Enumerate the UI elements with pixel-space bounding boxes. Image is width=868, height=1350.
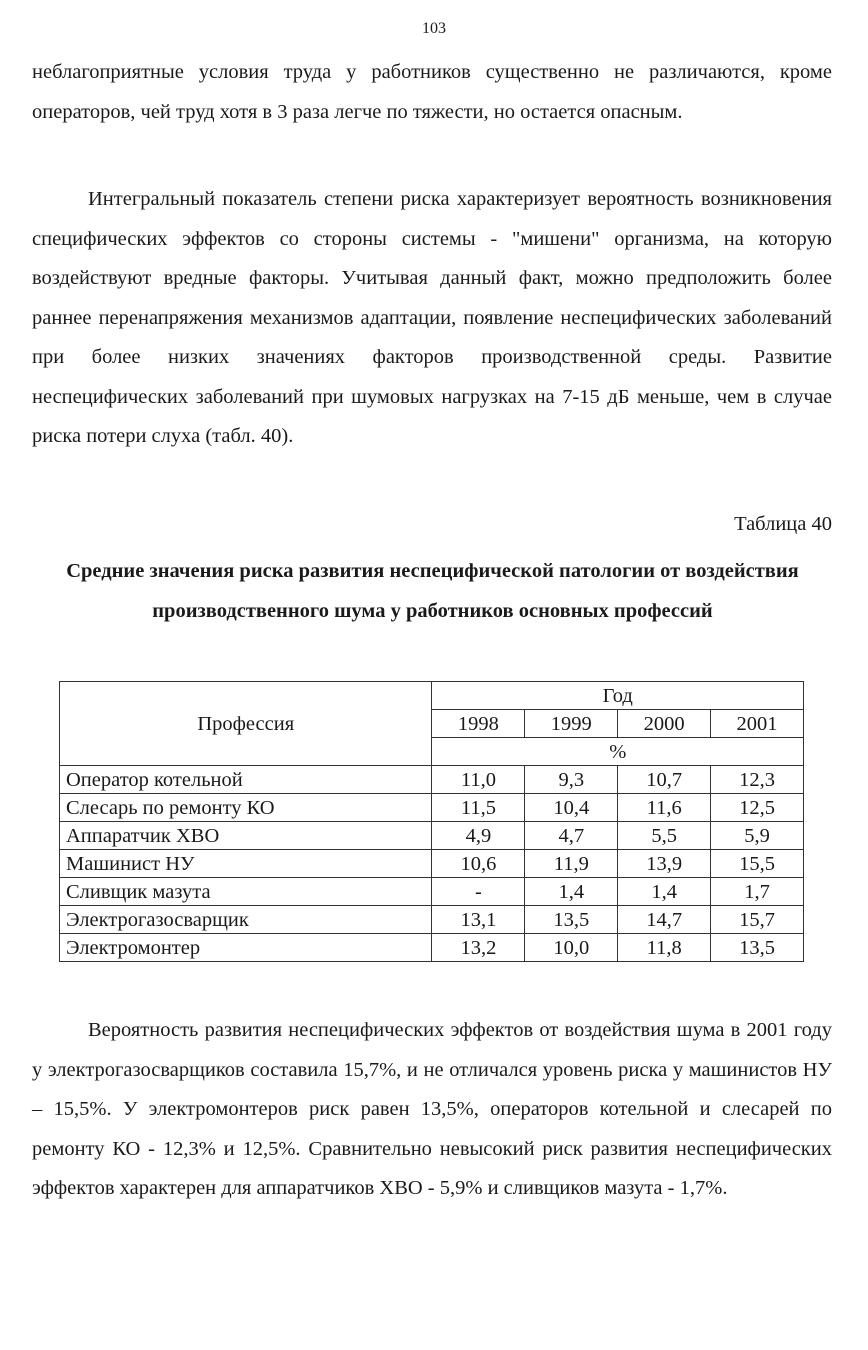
- profession-cell: Слесарь по ремонту КО: [60, 794, 432, 822]
- table-title: Средние значения риска развития неспецифической патологии от воздействия производственного шума у работников основных профессий: [66, 560, 799, 622]
- header-profession: Профессия: [60, 682, 432, 766]
- value-cell: 9,3: [525, 766, 618, 794]
- table-row: [60, 766, 804, 794]
- value-cell: 10,4: [525, 794, 618, 822]
- year-cell: 1998: [432, 710, 525, 738]
- profession-cell: Машинист НУ: [60, 850, 432, 878]
- year-cell: 2000: [618, 710, 711, 738]
- value-cell: 12,5: [711, 794, 804, 822]
- profession-cell: Электромонтер: [60, 934, 432, 962]
- value-cell: 14,7: [618, 906, 711, 934]
- year-cell: 2001: [711, 710, 804, 738]
- table-row: [60, 906, 804, 934]
- value-cell: 11,5: [432, 794, 525, 822]
- value-cell: 11,9: [525, 850, 618, 878]
- value-cell: 13,9: [618, 850, 711, 878]
- year-cell: 1999: [525, 710, 618, 738]
- value-cell: -: [432, 878, 525, 906]
- value-cell: 12,3: [711, 766, 804, 794]
- value-cell: 4,7: [525, 822, 618, 850]
- profession-cell: Электрогазосварщик: [60, 906, 432, 934]
- value-cell: 1,4: [525, 878, 618, 906]
- paragraph-3: Вероятность развития неспецифических эффектов от воздействия шума в 2001 году у электрогазосварщиков составила 15,7%, и не отличался уровень риска у машинистов НУ – 15,5%. У электромонтеров риск равен 13,5%, операторов котельной и слесарей по ремонту КО - 12,3% и 12,5%. Сравнительно невысокий риск развития неспецифических эффектов характерен для аппаратчиков ХВО - 5,9% и сливщиков мазута - 1,7%.: [32, 1019, 832, 1199]
- paragraph-2: Интегральный показатель степени риска характеризует вероятность возникновения специфических эффектов со стороны системы - "мишени" организма, на которую воздействуют вредные факторы. Учитывая данный факт, можно предположить более раннее перенапряжения механизмов адаптации, появление неспецифических заболеваний при более низких значениях факторов производственной среды. Развитие неспецифических заболеваний при шумовых нагрузках на 7-15 дБ меньше, чем в случае риска потери слуха (табл. 40).: [32, 188, 832, 447]
- value-cell: 10,0: [525, 934, 618, 962]
- header-year: Год: [432, 682, 804, 710]
- profession-cell: Сливщик мазута: [60, 878, 432, 906]
- table-label: Таблица 40: [734, 513, 832, 535]
- value-cell: 1,7: [711, 878, 804, 906]
- value-cell: 1,4: [618, 878, 711, 906]
- value-cell: 13,1: [432, 906, 525, 934]
- profession-cell: Аппаратчик ХВО: [60, 822, 432, 850]
- table-row: [60, 850, 804, 878]
- value-cell: 13,2: [432, 934, 525, 962]
- value-cell: 13,5: [711, 934, 804, 962]
- value-cell: 11,8: [618, 934, 711, 962]
- table-header-row: [60, 682, 804, 710]
- value-cell: 15,7: [711, 906, 804, 934]
- value-cell: 10,7: [618, 766, 711, 794]
- page-number: 103: [422, 20, 446, 37]
- unit-cell: %: [432, 738, 804, 766]
- table-row: [60, 878, 804, 906]
- value-cell: 15,5: [711, 850, 804, 878]
- profession-cell: Оператор котельной: [60, 766, 432, 794]
- value-cell: 13,5: [525, 906, 618, 934]
- value-cell: 11,6: [618, 794, 711, 822]
- table-row: [60, 794, 804, 822]
- value-cell: 11,0: [432, 766, 525, 794]
- value-cell: 10,6: [432, 850, 525, 878]
- table-row: [60, 822, 804, 850]
- risk-table: [59, 681, 804, 962]
- value-cell: 5,9: [711, 822, 804, 850]
- table-row: [60, 934, 804, 962]
- value-cell: 4,9: [432, 822, 525, 850]
- value-cell: 5,5: [618, 822, 711, 850]
- paragraph-1: неблагоприятные условия труда у работников существенно не различаются, кроме операторов, чей труд хотя в 3 раза легче по тяжести, но остается опасным.: [32, 61, 832, 123]
